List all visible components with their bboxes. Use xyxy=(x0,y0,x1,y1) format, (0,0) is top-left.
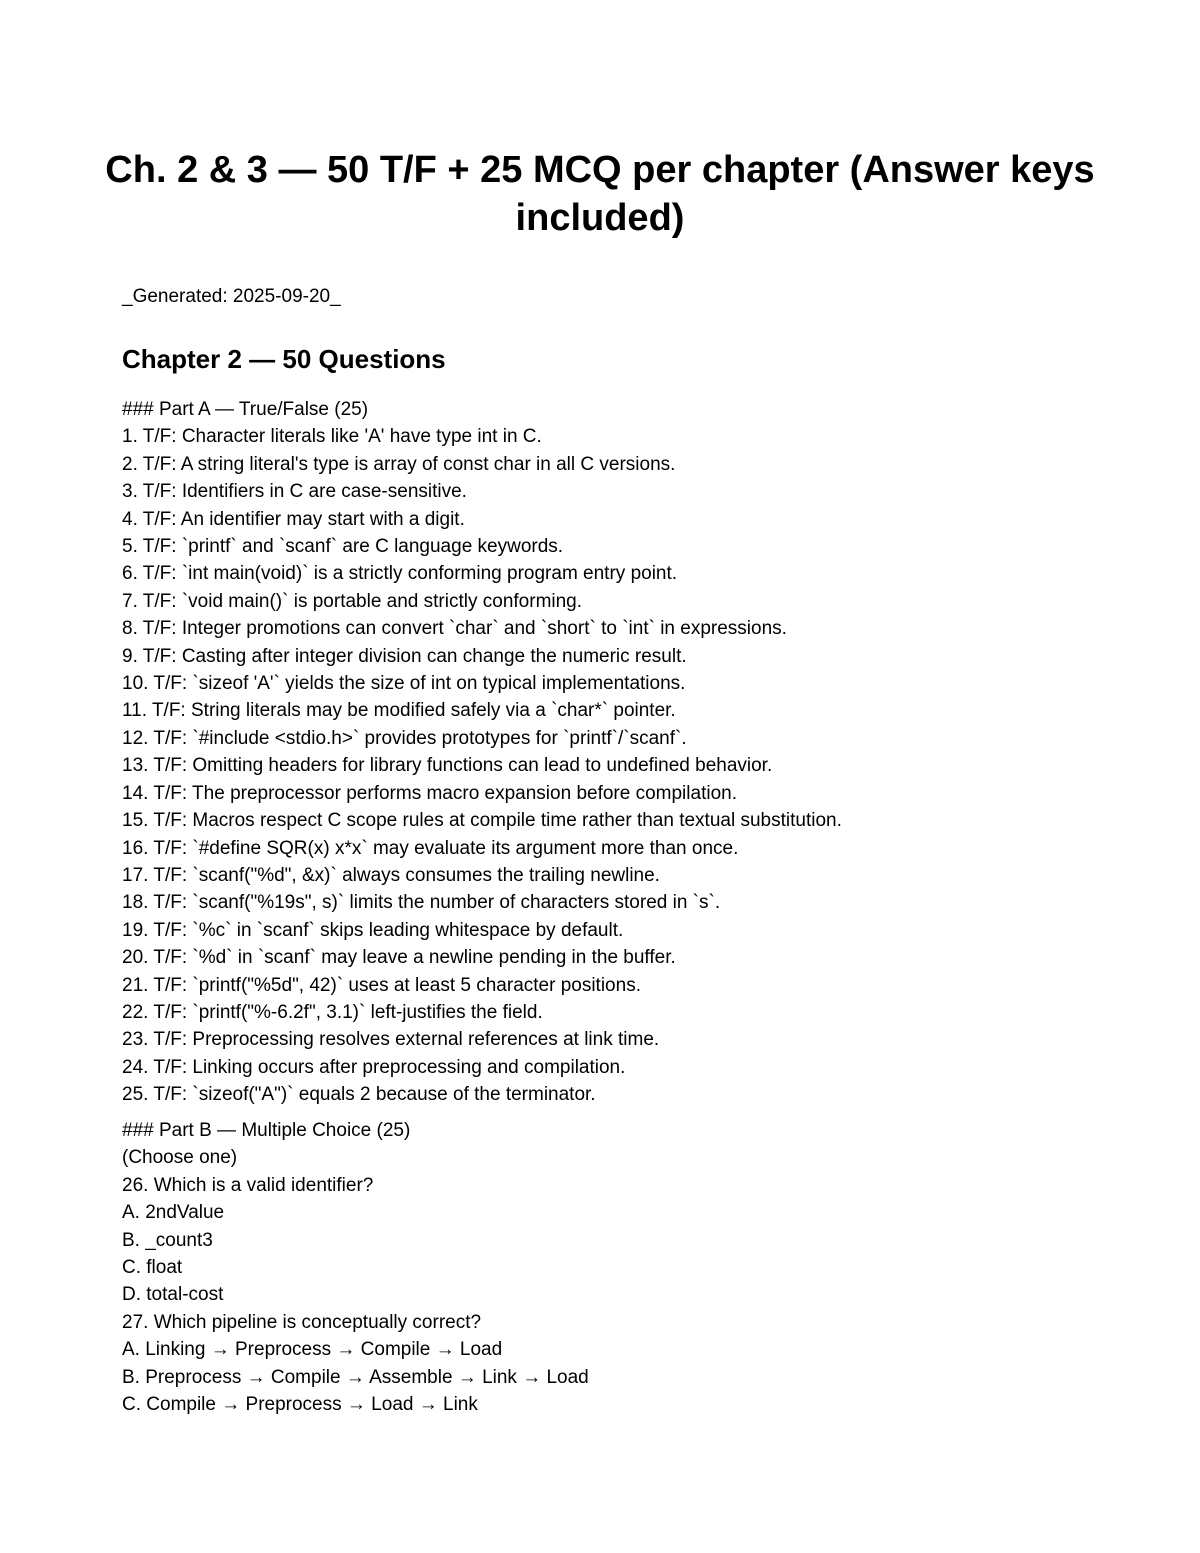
tf-question: 18. T/F: `scanf("%19s", s)` limits the number of characters stored in `s`. xyxy=(122,892,721,914)
tf-question: 9. T/F: Casting after integer division can change the numeric result. xyxy=(122,645,687,667)
mcq-option: C. Compile → Preprocess → Load → Link xyxy=(122,1394,478,1416)
tf-question: 17. T/F: `scanf("%d", &x)` always consumes the trailing newline. xyxy=(122,864,660,886)
tf-question: 11. T/F: String literals may be modified safely via a `char*` pointer. xyxy=(122,700,676,722)
part-a-heading: ### Part A — True/False (25) xyxy=(122,399,369,420)
tf-question: 23. T/F: Preprocessing resolves external references at link time. xyxy=(122,1029,660,1051)
mcq-option: D. total-cost xyxy=(122,1284,224,1306)
mcq-option: B. Preprocess → Compile → Assemble → Link → Load xyxy=(122,1366,589,1388)
tf-question: 1. T/F: Character literals like 'A' have type int in C. xyxy=(122,426,542,448)
tf-question: 21. T/F: `printf("%5d", 42)` uses at least 5 character positions. xyxy=(122,974,641,996)
tf-question: 8. T/F: Integer promotions can convert `char` and `short` to `int` in expressions. xyxy=(122,618,787,640)
tf-question: 25. T/F: `sizeof("A")` equals 2 because of the terminator. xyxy=(122,1084,596,1106)
mcq-option: B. _count3 xyxy=(122,1229,213,1251)
tf-question: 3. T/F: Identifiers in C are case-sensitive. xyxy=(122,481,467,503)
tf-question: 4. T/F: An identifier may start with a digit. xyxy=(122,508,465,530)
part-b-section xyxy=(122,1117,589,1418)
mcq-question: 26. Which is a valid identifier? xyxy=(122,1174,374,1196)
tf-question: 16. T/F: `#define SQR(x) x*x` may evaluate its argument more than once. xyxy=(122,837,739,859)
mcq-option: A. 2ndValue xyxy=(122,1202,225,1224)
tf-question: 20. T/F: `%d` in `scanf` may leave a newline pending in the buffer. xyxy=(122,947,676,969)
tf-question: 15. T/F: Macros respect C scope rules at compile time rather than textual substitution. xyxy=(122,810,842,832)
tf-question: 19. T/F: `%c` in `scanf` skips leading whitespace by default. xyxy=(122,919,624,941)
tf-question: 12. T/F: `#include <stdio.h>` provides prototypes for `printf`/`scanf`. xyxy=(122,727,687,749)
document-title: Ch. 2 & 3 — 50 T/F + 25 MCQ per chapter (Answer keys included) xyxy=(105,149,1095,239)
tf-question: 2. T/F: A string literal's type is array of const char in all C versions. xyxy=(122,453,676,475)
tf-question: 10. T/F: `sizeof 'A'` yields the size of int on typical implementations. xyxy=(122,673,686,695)
mcq-question: 27. Which pipeline is conceptually correct? xyxy=(122,1311,482,1333)
tf-question: 7. T/F: `void main()` is portable and strictly conforming. xyxy=(122,590,583,612)
tf-question: 5. T/F: `printf` and `scanf` are C language keywords. xyxy=(122,536,564,558)
tf-question: 24. T/F: Linking occurs after preprocessing and compilation. xyxy=(122,1056,626,1078)
mcq-option: C. float xyxy=(122,1257,183,1279)
generated-date: _Generated: 2025-09-20_ xyxy=(122,286,341,307)
part-b-heading: ### Part B — Multiple Choice (25) xyxy=(122,1120,411,1141)
tf-question: 22. T/F: `printf("%-6.2f", 3.1)` left-justifies the field. xyxy=(122,1001,543,1023)
tf-question: 6. T/F: `int main(void)` is a strictly conforming program entry point. xyxy=(122,563,678,585)
part-a-section xyxy=(122,396,842,1109)
tf-question: 13. T/F: Omitting headers for library functions can lead to undefined behavior. xyxy=(122,755,773,777)
part-b-instruction: (Choose one) xyxy=(122,1147,238,1169)
tf-question: 14. T/F: The preprocessor performs macro expansion before compilation. xyxy=(122,782,737,804)
mcq-option: A. Linking → Preprocess → Compile → Load xyxy=(122,1339,503,1361)
chapter-heading: Chapter 2 — 50 Questions xyxy=(122,344,446,374)
